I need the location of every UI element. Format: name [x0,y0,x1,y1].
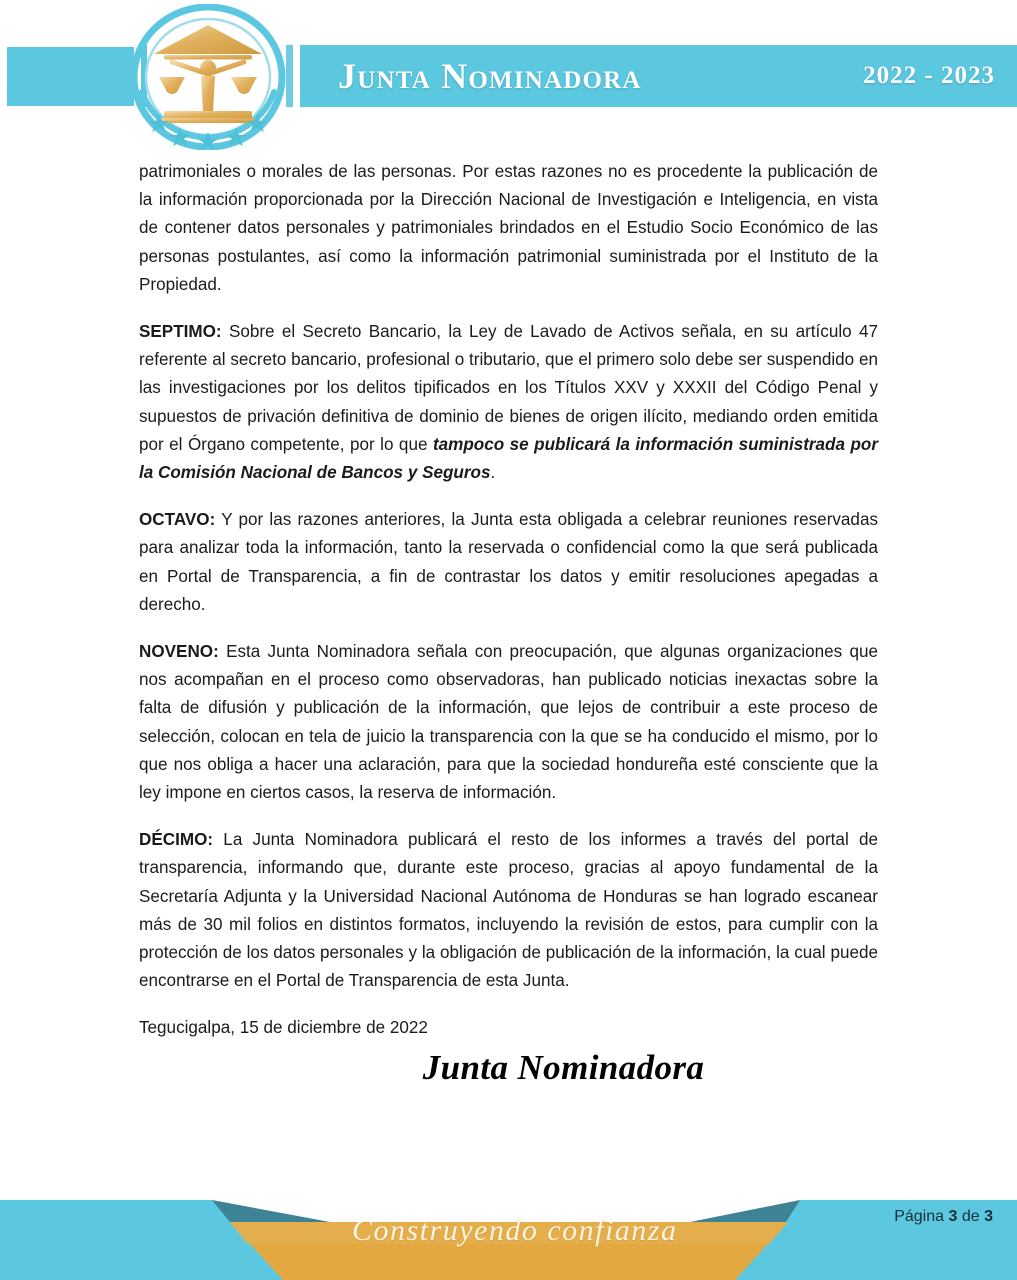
page-total-number: 3 [984,1208,993,1225]
scales-of-justice-emblem-icon [120,4,296,150]
page-current-number: 3 [948,1208,958,1225]
paragraph-lead-label: DÉCIMO: [139,830,214,850]
paragraph-tail: . [490,463,496,483]
paragraph-text: patrimoniales o morales de las personas. Por estas razones no es procedente la publicación de la información proporcionada por la Dirección Nacional de Investigación e Inteligencia, en vista de contener datos personales y patrimoniales brindados en el Estudio Socio Económico de las personas postulantes, así como la información patrimonial suministrada por el Instituto de la Propiedad. [139,162,878,294]
page-title: Junta Nominadora [338,56,642,96]
paragraph-text: La Junta Nominadora publicará el resto de los informes a través del portal de transparencia, informando que, durante este proceso, gracias al apoyo fundamental de la Secretaría Adjunta y la Universidad Nacional Autónoma de Honduras se han logrado escanear más de 30 mil folios en distintos formatos, incluyendo la revisión de estos, para cumplir con la protección de los datos personales y la obligación de publicación de la información, la cual puede encontrarse en el Portal de Transparencia de esta Junta. [139,830,878,991]
document-body [139,158,878,1088]
paragraph-noveno [139,638,878,807]
paragraph-octavo [139,506,878,619]
paragraph-continuation [139,158,878,299]
footer-tagline: Construyendo confianza [352,1214,678,1247]
header-accent-bar-left [7,47,134,106]
page-footer [0,1182,1017,1280]
paragraph-lead-label: OCTAVO: [139,510,216,530]
page-number-indicator [894,1208,993,1226]
page-prefix-label: Página [894,1208,945,1225]
header-period-label: 2022 - 2023 [863,62,995,89]
page-middle-label: de [961,1208,980,1225]
place-and-date: Tegucigalpa, 15 de diciembre de 2022 [139,1018,428,1038]
paragraph-septimo [139,318,878,487]
page-header [0,0,1017,152]
paragraph-decimo [139,826,878,995]
paragraph-lead-label: NOVENO: [139,642,219,662]
signature-block [139,1048,878,1088]
paragraph-text: Y por las razones anteriores, la Junta esta obligada a celebrar reuniones reservadas para analizar toda la información, tanto la reservada o confidencial como la que será publicada en Portal de Transparencia, a fin de contrastar los datos y emitir resoluciones apegadas a derecho. [139,510,878,614]
paragraph-lead-label: SEPTIMO: [139,322,222,342]
signature-text: Junta Nominadora [422,1048,705,1088]
paragraph-emphasis: tampoco se publicará la información suministrada por la Comisión Nacional de Bancos y Seguros [139,434,879,483]
paragraph-text: Sobre el Secreto Bancario, la Ley de Lavado de Activos señala, en su artículo 47 referente al secreto bancario, profesional o tributario, que el primero solo debe ser suspendido en las investigaciones por los delitos tipificados en los Títulos XXV y XXXII del Código Penal y supuestos de privación definitiva de dominio de bienes de origen ilícito, mediando orden emitida por el Órgano competente, por lo que [139,322,878,454]
paragraph-text: Esta Junta Nominadora señala con preocupación, que algunas organizaciones que nos acompañan en el proceso como observadoras, han publicado noticias inexactas sobre la falta de difusión y publicación de la información, que lejos de contribuir a este proceso de selección, colocan en tela de juicio la transparencia con la que se ha conducido el mismo, por lo que nos obliga a hacer una aclaración, para que la sociedad hondureña esté consciente que la ley impone en ciertos casos, la reserva de información. [139,642,878,803]
header-divider-right [286,45,293,107]
